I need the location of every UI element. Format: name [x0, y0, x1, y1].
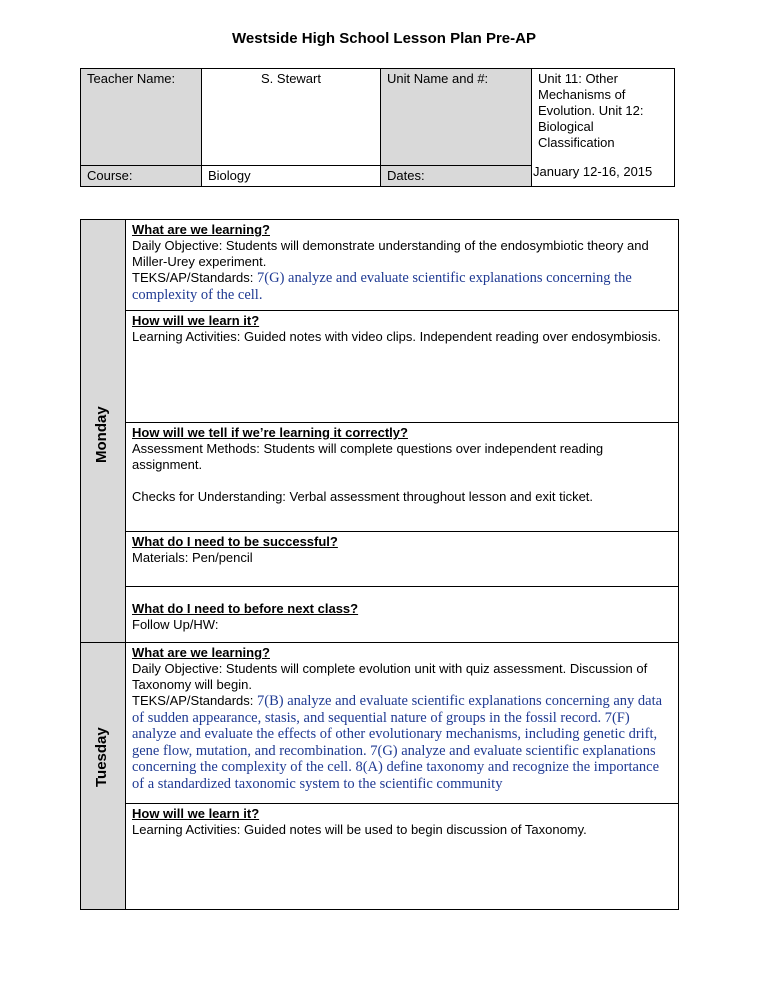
monday-label: Monday	[93, 406, 110, 463]
monday-activities: Learning Activities: Guided notes with video clips. Independent reading over endosymbiosis.	[132, 329, 661, 344]
monday-next-question: What do I need to before next class?	[132, 601, 359, 616]
tuesday-label-cell	[81, 643, 126, 909]
teacher-label: Teacher Name:	[81, 69, 202, 166]
monday-teks-standards: 7(G) analyze and evaluate scientific explanations concerning the complexity of the cell.	[132, 270, 632, 303]
monday-assessment: Assessment Methods: Students will complete questions over independent reading assignment.	[132, 441, 604, 472]
monday-materials: Materials: Pen/pencil	[132, 550, 253, 565]
dates-value: January 12-16, 2015	[533, 164, 653, 179]
tuesday-how-question: How will we learn it?	[132, 806, 260, 821]
page-title: Westside High School Lesson Plan Pre-AP	[232, 30, 536, 47]
tuesday-activities: Learning Activities: Guided notes will be used to begin discussion of Taxonomy.	[132, 822, 587, 837]
monday-how-question: How will we learn it?	[132, 313, 260, 328]
monday-followup: Follow Up/HW:	[132, 617, 219, 632]
monday-section	[80, 219, 679, 643]
monday-teks-label: TEKS/AP/Standards:	[132, 270, 258, 285]
tuesday-section	[80, 642, 679, 910]
monday-tell-cell	[126, 423, 678, 532]
monday-need-cell	[126, 532, 678, 587]
teacher-value: S. Stewart	[202, 69, 381, 166]
tuesday-learning-cell	[126, 643, 678, 804]
tuesday-learning-question: What are we learning?	[132, 645, 270, 660]
monday-learning-cell	[126, 220, 678, 311]
tuesday-how-cell	[126, 804, 678, 909]
tuesday-teks	[132, 693, 672, 792]
monday-need-question: What do I need to be successful?	[132, 534, 338, 549]
course-value: Biology	[202, 166, 381, 187]
monday-how-cell	[126, 311, 678, 423]
unit-value: Unit 11: Other Mechanisms of Evolution. Unit 12: Biological Classification	[532, 69, 675, 187]
tuesday-label: Tuesday	[93, 727, 110, 787]
unit-label: Unit Name and #:	[381, 69, 532, 166]
monday-objective: Daily Objective: Students will demonstrate understanding of the endosymbiotic theory and Miller-Urey experiment.	[132, 238, 649, 269]
monday-learning-question: What are we learning?	[132, 222, 270, 237]
tuesday-teks-standards: 7(B) analyze and evaluate scientific explanations concerning any data of sudden appearance, stasis, and sequential nature of groups in the fossil record. 7(F) analyze and evaluate the effects of other evolutionary mechanisms, including genetic drift, gene flow, mutation, and recombination. 7(G) analyze and evaluate scientific explanations concerning the complexity of the cell. 8(A) define taxonomy and recognize the importance of a standardized taxonomic system to the scientific community	[132, 693, 663, 792]
tuesday-objective: Daily Objective: Students will complete evolution unit with quiz assessment. Discussion of Taxonomy will begin.	[132, 661, 648, 692]
monday-checks: Checks for Understanding: Verbal assessment throughout lesson and exit ticket.	[132, 489, 594, 504]
monday-tell-question: How will we tell if we’re learning it correctly?	[132, 425, 408, 440]
monday-label-cell	[81, 220, 126, 642]
monday-next-cell	[126, 587, 678, 642]
monday-teks	[132, 270, 672, 303]
tuesday-teks-label: TEKS/AP/Standards:	[132, 693, 258, 708]
course-label: Course:	[81, 166, 202, 187]
dates-label: Dates:	[381, 166, 532, 187]
